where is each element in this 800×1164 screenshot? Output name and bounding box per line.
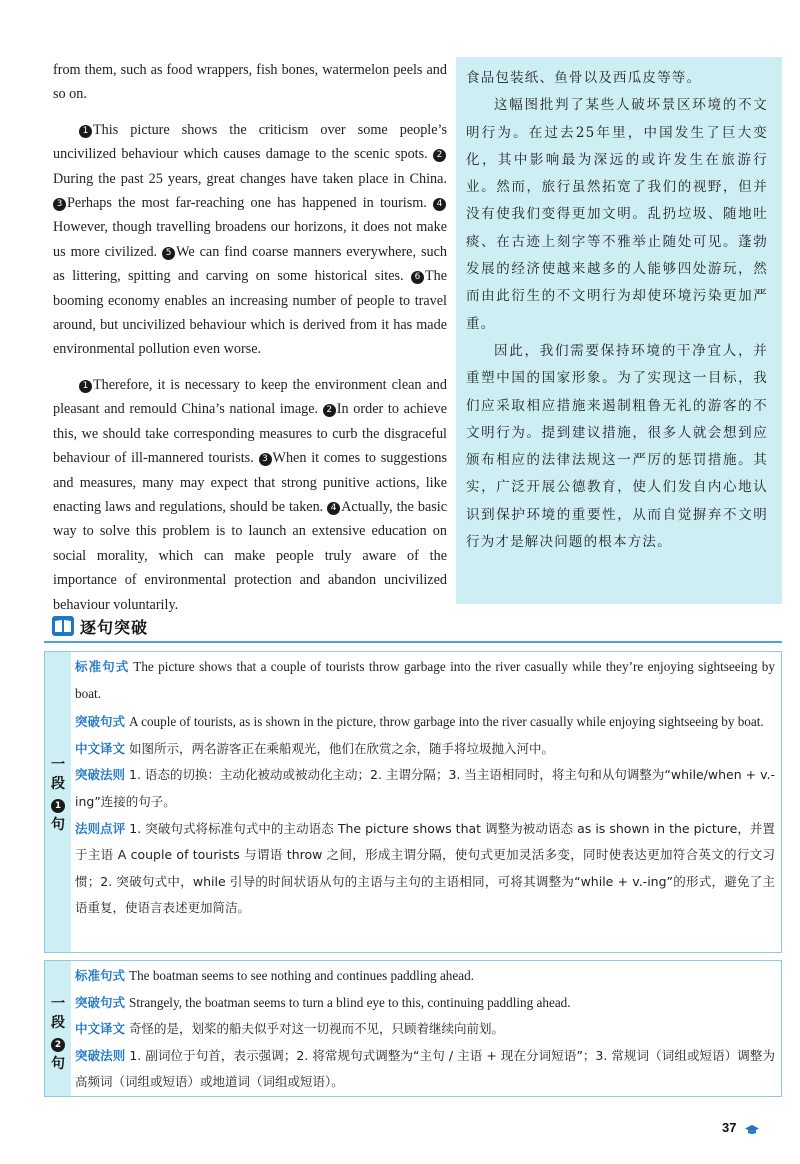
english-paragraph-2 — [53, 118, 447, 362]
english-passage — [53, 58, 447, 628]
block-rows — [75, 963, 775, 1096]
page-number: 37 — [722, 1120, 737, 1135]
breakthrough-sentence-row: 突破句式 Strangely, the boatman seems to turn a blind eye to this, continuing paddling ahead. — [75, 994, 571, 1010]
chinese-paragraph-3: 因此，我们需要保持环境的干净宜人，并重塑中国的国家形象。为了实现这一目标，我们应采取相应措施来遏制粗鲁无礼的游客的不文明行为。提到建议措施，很多人就会想到应颁布相应的法律法规这一严厉的惩罚措施。其实，广泛开展公德教育，使人们发自内心地认识到保护环境的重要性，从而自觉摒弃不文明行为才是解决问题的根本方法。 — [466, 342, 768, 551]
rule-row: 突破法则 1. 语态的切换：主动化被动或被动化主动；2. 主谓分隔；3. 当主语相同时，将主句和从句调整为“while/when + v.-ing”连接的句子。 — [75, 767, 775, 809]
sentence: Perhaps the most far-reaching one has happened in tourism. — [67, 195, 433, 212]
sentence-number: 1 — [79, 380, 92, 393]
book-icon — [52, 616, 74, 636]
sentence-number: 1 — [79, 125, 92, 138]
analysis-block-1 — [44, 651, 782, 953]
sentence: During the past 25 years, great changes have taken place in China. — [53, 170, 447, 187]
label-sentence: 句 — [51, 1056, 65, 1072]
label-para: 一段 — [51, 757, 65, 792]
sentence: This picture shows the criticism over some people’s uncivilized behaviour which causes damage to the scenic spots. — [53, 121, 447, 163]
translation-row: 中文译文 如图所示，两名游客正在乘船观光，他们在欣赏之余，随手将垃圾抛入河中。 — [75, 740, 555, 756]
sentence-number: 5 — [162, 247, 175, 260]
label-number: 2 — [51, 1038, 65, 1052]
sentence-number: 2 — [323, 404, 336, 417]
chinese-translation-panel — [456, 57, 782, 604]
label-sentence: 句 — [51, 817, 65, 833]
english-paragraph-3 — [53, 373, 447, 617]
comment-row: 法则点评 1. 突破句式将标准句式中的主动语态 The picture shows that 调整为被动语态 as is shown in the picture，并置于主语 A couple of tourists 与谓语 throw 之间，形成主谓分隔，使句式更加灵活多变，同时使表达更加符合英文的行文习惯；2. 突破句式中，while 引导的时间状语从句的主语与主句的主语相同，可将其调整为“while + v.-ing”的形式，避免了主语重复，使语言表述更加简洁。 — [75, 820, 775, 916]
sentence: The booming economy enables an increasing number of people to travel around, but uncivilized behaviour which is derived from it has made environmental pollution even worse. — [53, 268, 447, 358]
sentence: Therefore, it is necessary to keep the environment clean and pleasant and remould China’s national image. — [53, 376, 447, 418]
sentence-number: 3 — [53, 198, 66, 211]
analysis-block-2 — [44, 960, 782, 1097]
sentence-number: 2 — [433, 149, 446, 162]
label-para: 一段 — [51, 996, 65, 1031]
heading-divider — [44, 641, 782, 643]
sentence: Actually, the basic way to solve this problem is to launch an extensive education on social morality, which can make people truly aware of the importance of environmental protection and abandon uncivilized behaviour voluntarily. — [53, 498, 447, 613]
block-label — [45, 756, 71, 835]
breakthrough-sentence-row: 突破句式 A couple of tourists, as is shown in the picture, throw garbage into the river casually while enjoying sightseeing by boat. — [75, 714, 764, 730]
block-label — [45, 995, 71, 1074]
english-paragraph-1: from them, such as food wrappers, fish bones, watermelon peels and so on. — [53, 62, 447, 103]
translation-row: 中文译文 奇怪的是，划桨的船夫似乎对这一切视而不见，只顾着继续向前划。 — [75, 1021, 505, 1037]
chinese-paragraph-1: 食品包装纸、鱼骨以及西瓜皮等等。 — [466, 70, 702, 86]
standard-sentence-row: 标准句式 The picture shows that a couple of tourists throw garbage into the river casually while they’re enjoying sightseeing by boat. — [75, 659, 775, 701]
sentence: When it comes to suggestions and measures, many may expect that strong punitive actions, like enacting laws and regulations, should be taken. — [53, 450, 447, 515]
sentence: We can find coarse manners everywhere, such as littering, spitting and carving on some historical sites. — [53, 243, 447, 285]
section-heading-text: 逐句突破 — [80, 617, 149, 637]
rule-row: 突破法则 1. 副词位于句首，表示强调；2. 将常规句式调整为“主句 / 主语 + 现在分词短语”；3. 常规词（词组或短语）调整为高频词（词组或短语）或地道词（词组或短语）。 — [75, 1047, 775, 1090]
chinese-paragraph-2: 这幅图批判了某些人破坏景区环境的不文明行为。在过去25年里，中国发生了巨大变化，其中影响最为深远的或许发生在旅游行业。然而，旅行虽然拓宽了我们的视野，但并没有使我们变得更加文明。乱扔垃圾、随地吐痰、在古迹上刻字等不雅举止随处可见。蓬勃发展的经济使越来越多的人能够四处游玩，然而由此衍生的不文明行为却使环境污染更加严重。 — [466, 97, 768, 332]
graduation-cap-icon — [744, 1124, 760, 1136]
sentence-number: 6 — [411, 271, 424, 284]
standard-sentence-row: 标准句式 The boatman seems to see nothing and continues paddling ahead. — [75, 968, 474, 983]
label-number: 1 — [51, 799, 65, 813]
block-rows — [75, 654, 775, 922]
sentence-number: 4 — [433, 198, 446, 211]
sentence-number: 3 — [259, 453, 272, 466]
sentence: In order to achieve this, we should take corresponding measures to curb the disgraceful behaviour of ill-mannered tourists. — [53, 401, 447, 467]
sentence-number: 4 — [327, 502, 340, 515]
section-heading — [52, 613, 148, 639]
sentence: However, though travelling broadens our horizons, it does not make us more civilized. — [53, 219, 447, 260]
